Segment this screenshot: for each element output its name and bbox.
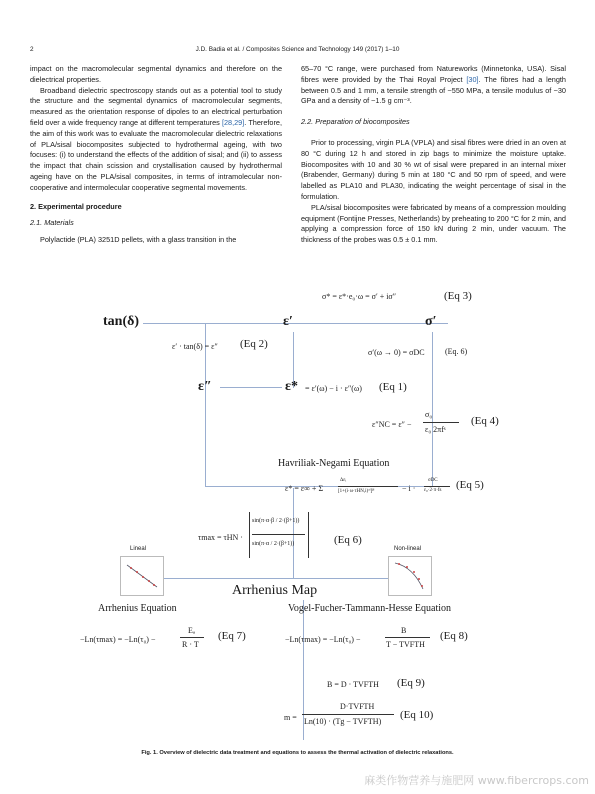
tan-delta-label: tan(δ) (103, 314, 140, 329)
eq6-numerator: sin(π·α·β / 2·(β+1)) (252, 518, 300, 524)
eq7-denominator: R · T (182, 640, 199, 649)
eq6-denominator: sin(π·α / 2·(β+1)) (252, 541, 295, 547)
subsection-heading-preparation: 2.2. Preparation of biocomposites (301, 117, 410, 127)
eq4-denominator: ε₀ 2πfˢ (425, 425, 446, 434)
nonlineal-label: Non-lineal (394, 546, 422, 552)
left-paragraph-2: Broadband dielectric spectroscopy stands out as a potential tool to study the structure and the segmental dynamics of macromolecular segments, measured as the orientation response of dipoles to an electrical perturbation field over a wide frequency range at different temperatures [28,29]. Therefore, the aim of this work was to evaluate the macromolecular dielectric relaxations of PLA/sisal biocomposites subjected to hydrothermal ageing, with two focuses: (i) to understand the effects of the addition of sisal; and (ii) to assess the impact that chain scission and crystallisation caused by hydrothermal ageing have on the PLA/sisal composites, in terms of intramolecular non-cooperative and intermolecular cooperative segmental movements. (30, 85, 282, 192)
eq10-tag: (Eq 10) (400, 709, 434, 721)
eq3-formula: σ* = ε*·e₀·ω = σ′ + iσ″ (322, 292, 397, 301)
epsilon-prime-label: ε′ (283, 314, 293, 329)
page-number: 2 (30, 46, 34, 53)
vfth-equation-title: Vogel-Fucher-Tammann-Hesse Equation (288, 603, 452, 614)
eq6b-tag: (Eq. 6) (445, 347, 468, 356)
eq8-lhs: −Ln(τmax) = −Ln(τ₀) − (285, 635, 361, 644)
right-paragraph-1: 65–70 °C range, were purchased from Natureworks (Minnetonka, USA). Sisal fibres were provided by the Thai Royal Project [30]. The fibres had a length between 0.5 and 1 mm, a tensile strength of ~550 MPa, a tensile modulus of ~30 GPa and a density of ~1.5 g cm⁻³. (301, 64, 566, 106)
left-paragraph-3: Polylactide (PLA) 3251D pellets, with a glass transition in the (40, 235, 237, 245)
figure-caption: Fig. 1. Overview of dielectric data treatment and equations to assess the thermal activation of dielectric relaxations. (141, 750, 454, 756)
epsilon-star-label: ε* (285, 379, 298, 394)
running-header: J.D. Badia et al. / Composites Science and Technology 149 (2017) 1–10 (195, 46, 400, 53)
eq8-tag: (Eq 8) (440, 630, 468, 642)
connector-line (432, 332, 433, 486)
eq7-lhs: −Ln(τmax) = −Ln(τ₀) − (80, 635, 156, 644)
connector-line (220, 387, 282, 388)
citation-link[interactable]: [28,29] (221, 117, 245, 127)
eq8-denominator: T − TVFTH (386, 640, 425, 649)
eq3-tag: (Eq 3) (444, 290, 472, 302)
arrhenius-map-title: Arrhenius Map (232, 583, 318, 598)
eq4-tag: (Eq 4) (471, 415, 499, 427)
eq10-lhs: m = (284, 713, 297, 722)
eq10-numerator: D·TVFTH (340, 702, 375, 711)
fraction-bar (180, 637, 204, 638)
eq8-numerator: B (401, 626, 407, 635)
eq9-formula: B = D · TVFTH (327, 680, 379, 689)
eq6b-formula: σ′(ω → 0) = σDC (368, 348, 425, 357)
eq4-numerator: σ₀ (425, 410, 433, 419)
eq6-tag: (Eq 6) (334, 534, 362, 546)
nonlineal-plot-icon (389, 557, 431, 595)
eq5-fraction2-denominator: ε₀·2·π·fs (424, 488, 442, 493)
eq5-tail: − i · (402, 484, 416, 493)
lineal-plot-icon (121, 557, 163, 595)
fraction-bar (252, 534, 305, 535)
fraction-bar (423, 422, 459, 423)
eq10-denominator: Ln(10) · (Tg − TVFTH) (304, 717, 382, 726)
section-heading: 2. Experimental procedure (30, 201, 122, 211)
subsection-heading-materials: 2.1. Materials (30, 218, 74, 228)
eq5-fraction-denominator: [1+(i·ω·τHN,i)ᵃⁱ]ᵝⁱ (338, 489, 375, 494)
right-paragraph-2: Prior to processing, virgin PLA (VPLA) and sisal fibres were dried in an oven at 80 °C during 12 h and stored in zip bags to minimize the moisture uptake. Biocomposites with 10 and 30 % wt of sisal were prepared in an internal mixer (Brabender, Germany) during 5 min at 180 °C and 50 rpm of speed, and were labelled as PLA10 and PLA30, indicating the weight percentage of sisal in the formulation. (301, 137, 566, 201)
eq5-tag: (Eq 5) (456, 479, 484, 491)
fraction-bar (338, 486, 398, 487)
eq4-lhs: ε″NC = ε″ − (372, 420, 412, 429)
eq2-formula: ε′ · tan(δ) = ε″ (172, 342, 218, 351)
eq7-tag: (Eq 7) (218, 630, 246, 642)
eq9-tag: (Eq 9) (397, 677, 425, 689)
citation-link[interactable]: [30] (466, 74, 479, 84)
eq7-numerator: Eₐ (188, 626, 196, 635)
watermark: 麻类作物营养与施肥网 www.fibercrops.com (364, 774, 589, 787)
connector-line (150, 578, 390, 579)
fraction-bar (385, 637, 430, 638)
eq5-fraction-numerator: Δεᵢ (340, 478, 347, 483)
right-paragraph-3: PLA/sisal biocomposites were fabricated by means of a compression moulding equipment (Fontijne Presses, Netherlands) by preheating to 200 °C for 2 min, and applying a compression force of 150 kN during 2 min, under vacuum. The thickness of the probes was 0.5 ± 0.1 mm. (301, 202, 566, 245)
eq5-fraction2-numerator: σDC (428, 478, 438, 483)
nonlineal-plot-thumbnail (388, 556, 432, 596)
havriliak-negami-title: Havriliak-Negami Equation (278, 458, 390, 469)
lineal-label: Lineal (130, 546, 147, 552)
fraction-bar (302, 714, 394, 715)
eq5-lhs: ε* = ε∞ + Σ (285, 484, 324, 493)
left-paragraph-1: impact on the macromolecular segmental dynamics and therefore on the dielectrical properties. (30, 64, 282, 84)
fraction-bar (424, 486, 450, 487)
eq2-tag: (Eq 2) (240, 338, 268, 350)
sigma-prime-label: σ′ (425, 314, 437, 329)
eq1-formula: = ε′(ω) − i · ε″(ω) (305, 384, 362, 393)
eq6-lhs: τmax = τHN · (198, 533, 243, 542)
connector-line (143, 323, 448, 324)
epsilon-double-prime-label: ε″ (198, 379, 212, 394)
eq1-tag: (Eq 1) (379, 381, 407, 393)
lineal-plot-thumbnail (120, 556, 164, 596)
arrhenius-equation-title: Arrhenius Equation (98, 603, 177, 614)
